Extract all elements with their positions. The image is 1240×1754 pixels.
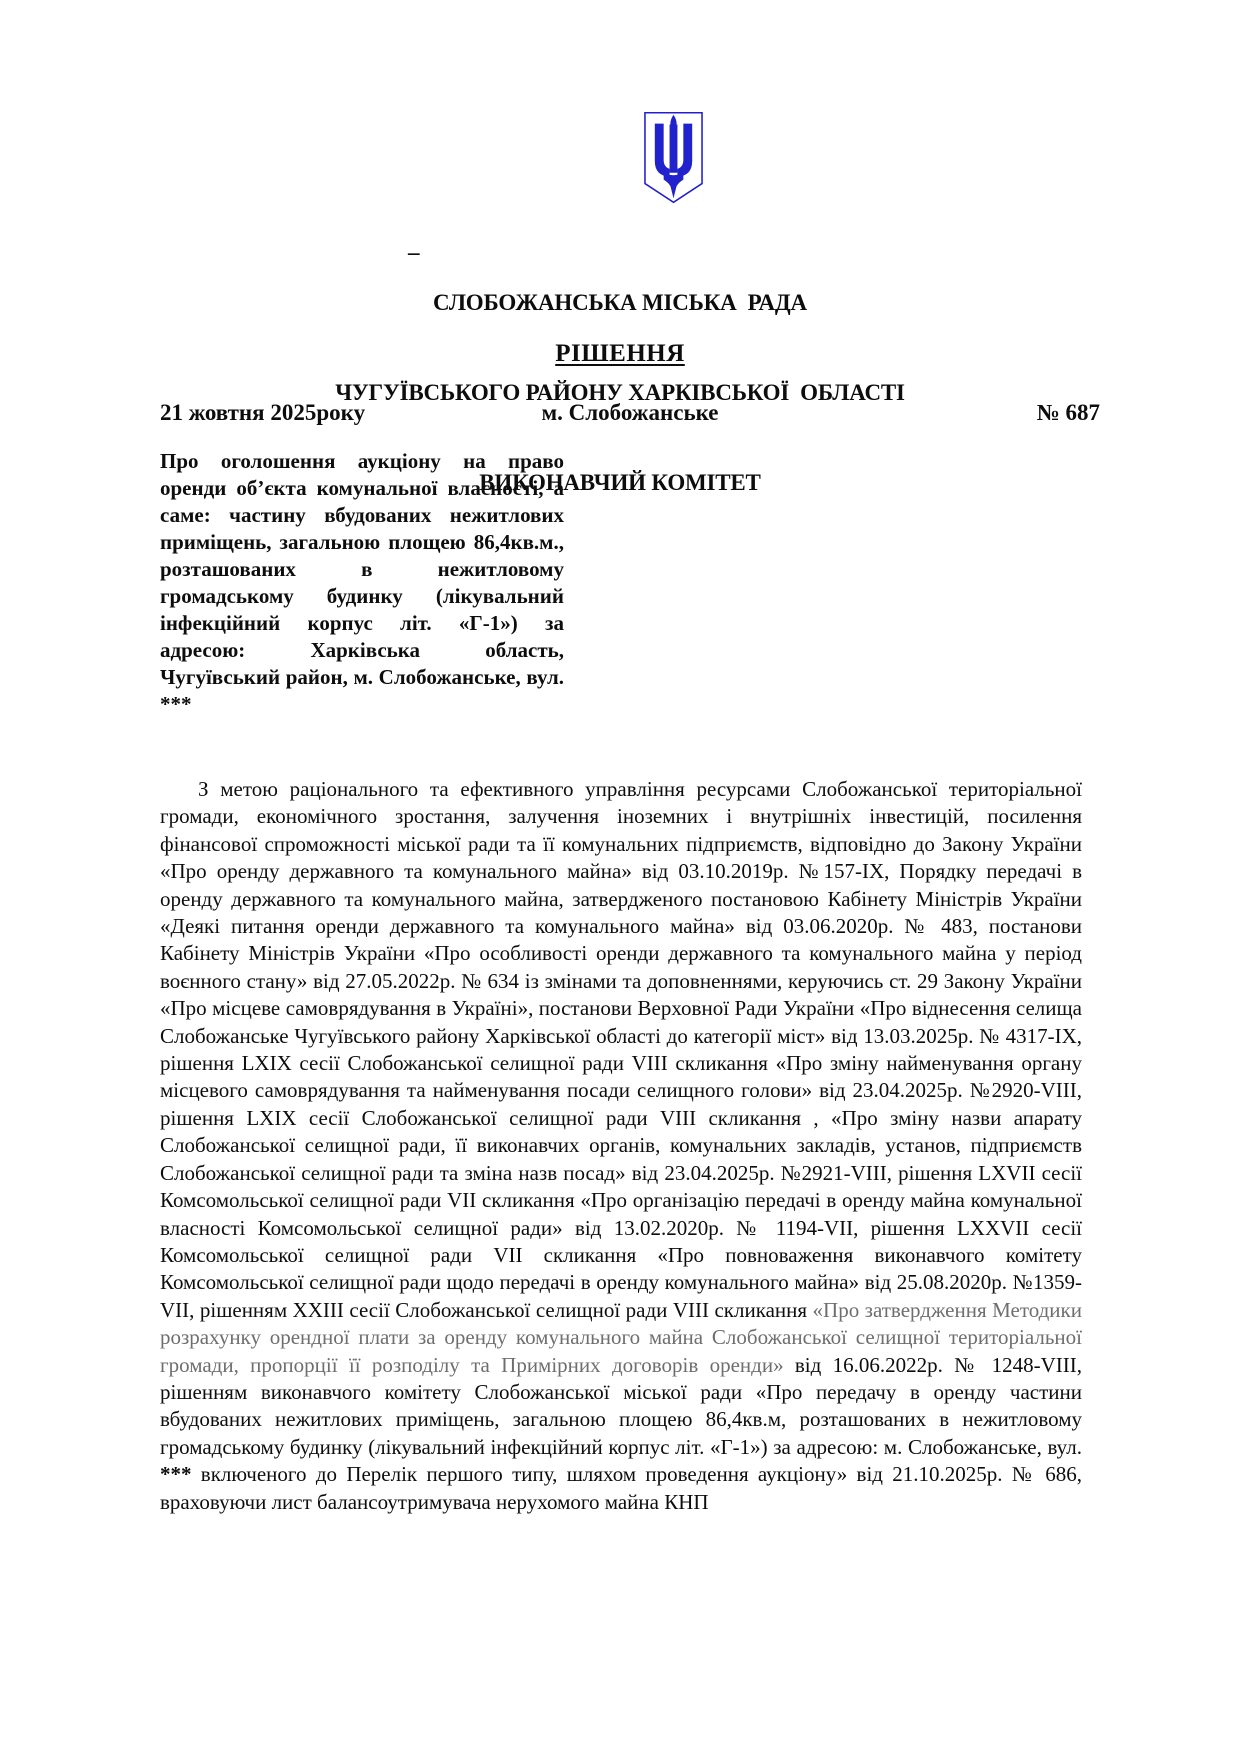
stray-underscore-mark: _ bbox=[408, 232, 420, 257]
doc-number: № 687 bbox=[1036, 400, 1100, 425]
doc-date: 21 жовтня 2025року bbox=[160, 400, 366, 425]
doc-subject: Про оголошення аукціону на право оренди об’єкта комунальної власності, а саме: частину вбудованих нежитлових приміщень, загальною площею 86,4кв.м., розташованих в нежитловому громадському будинку (лікувальний інфекційний корпус літ. «Г-1») за адресою: Харківська область, Чугуївський район, м. Слобожанське, вул. *** bbox=[160, 449, 564, 716]
body-text-run: «Про затвердження Методики розрахунку орендної плати за оренду комунального майна Слобожанської селищної територіальної громади, пропорції її розподілу та Примірних договорів оренди» bbox=[160, 1297, 1082, 1377]
org-district-line: ЧУГУЇВСЬКОГО РАЙОНУ ХАРКІВСЬКОЇ ОБЛАСТІ bbox=[335, 380, 905, 405]
body-text-run: включеного до Перелік першого типу, шляхом проведення аукціону» від 21.10.2025р. № 686, враховуючи лист балансоутримувача нерухомого майна КНП bbox=[160, 1462, 1082, 1514]
body-text-run: від 16.06.2022р. № 1248-VIII, рішенням виконавчого комітету Слобожанської міської ради «Про передачу в оренду частини вбудованих нежитлових приміщень, загальною площею 86,4кв.м, розташованих в нежитловому громадському будинку (лікувальний інфекційний корпус літ. «Г-1») за адресою: м. Слобожанське, вул. bbox=[160, 1352, 1083, 1459]
body-text-run: З метою раціонального та ефективного управління ресурсами Слобожанської територіальної громади, економічного зростання, залучення іноземних і внутрішніх інвестицій, посилення фінансової спроможності міської ради та її комунальних підприємств, відповідно до Закону України «Про оренду державного та комунального майна» від 03.10.2019р. №157-IX, Порядку передачі в оренду державного та комунального майна, затвердженого постановою Кабінету Міністрів України «Деякі питання оренди державного та комунального майна» від 03.06.2020р. № 483, постанови Кабінету Міністрів України «Про особливості оренди державного та комунального майна у період воєнного стану» від 27.05.2022р. № 634 із змінами та доповненнями, керуючись ст. 29 Закону України «Про місцеве самоврядування в Україні», постанови Верховної Ради України «Про віднесення селища Слобожанське Чугуївського району Харківської області до категорії міст» від 13.03.2025р. № 4317-IX, рішення LXIX сесії Слобожанської селищної ради VIII скликання «Про зміну найменування органу місцевого самоврядування та найменування посади селищного голови» від 23.04.2025р. №2920-VIII, рішення LXIX сесії Слобожанської селищної ради VIII скликання , «Про зміну назви апарату Слобожанської селищної ради, її виконавчих органів, комунальних закладів, установ, підприємств Слобожанської селищної ради та зміна назв посад» від 23.04.2025р. №2921-VIII, рішення LXVII сесії Комсомольської селищної ради VII скликання «Про організацію передачі в оренду майна комунальної власності Комсомольської селищної ради» від 13.02.2020р. № 1194-VII, рішення LXXVII сесії Комсомольської селищної ради VII скликання «Про повноваження виконавчого комітету Комсомольської селищної ради щодо передачі в оренду комунального майна» від 25.08.2020р. №1359-VII, рішенням XXIII сесії Слобожанської селищної ради VIII скликання bbox=[160, 777, 1082, 1322]
ukraine-trident-emblem-icon bbox=[643, 110, 704, 206]
org-name-line: СЛОБОЖАНСЬКА МІСЬКА РАДА bbox=[433, 290, 807, 315]
doc-type-heading: РІШЕННЯ bbox=[555, 340, 685, 367]
org-committee-line: ВИКОНАВЧИЙ КОМІТЕТ bbox=[479, 470, 761, 495]
body-text-run: *** bbox=[160, 1462, 192, 1487]
doc-place: м. Слобожанське bbox=[541, 400, 719, 425]
doc-body-paragraph bbox=[160, 776, 1082, 1516]
meta-row bbox=[160, 400, 1100, 430]
